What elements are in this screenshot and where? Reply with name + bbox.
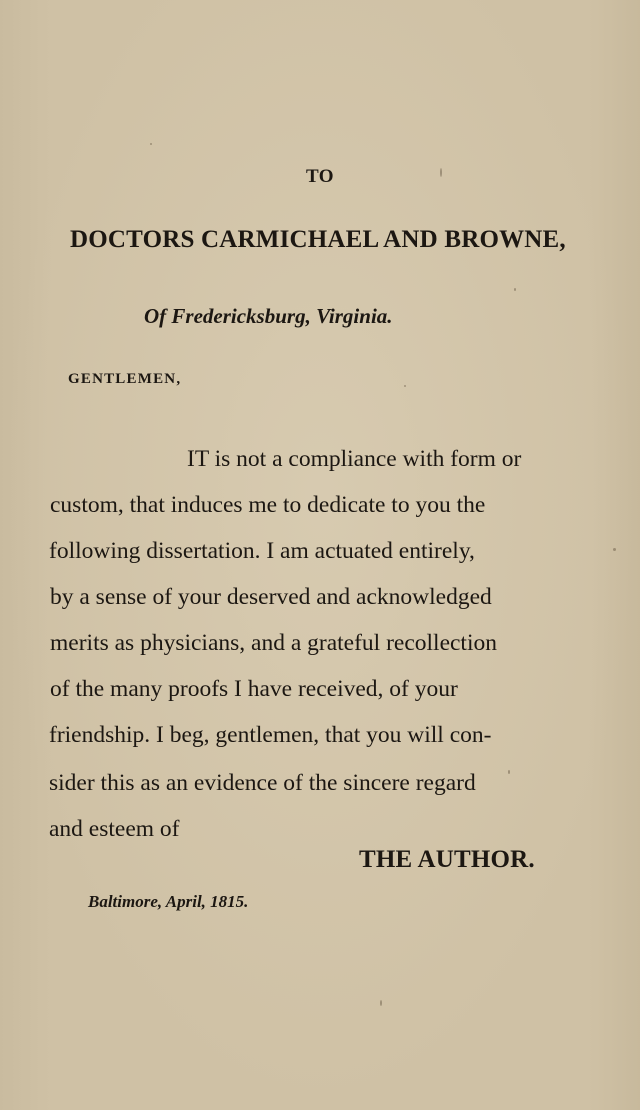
- dedication-to: TO: [305, 166, 335, 187]
- body-line: IT is not a compliance with form or: [187, 446, 522, 472]
- body-line: and esteem of: [49, 816, 180, 842]
- author-signature: THE AUTHOR.: [359, 846, 535, 873]
- body-line: by a sense of your deserved and acknowledged: [50, 584, 492, 610]
- body-line: sider this as an evidence of the sincere regard: [49, 770, 476, 796]
- dateline: Baltimore, April, 1815.: [88, 892, 249, 911]
- body-line: of the many proofs I have received, of your: [50, 676, 458, 702]
- salutation: GENTLEMEN,: [68, 371, 182, 387]
- body-line: friendship. I beg, gentlemen, that you will con-: [49, 722, 492, 748]
- recipients-location: Of Fredericksburg, Virginia.: [144, 304, 393, 328]
- body-line: following dissertation. I am actuated entirely,: [49, 538, 475, 564]
- body-line: custom, that induces me to dedicate to you the: [50, 492, 486, 518]
- body-line: merits as physicians, and a grateful recollection: [50, 630, 497, 656]
- dedication-recipients: DOCTORS CARMICHAEL AND BROWNE,: [70, 226, 566, 253]
